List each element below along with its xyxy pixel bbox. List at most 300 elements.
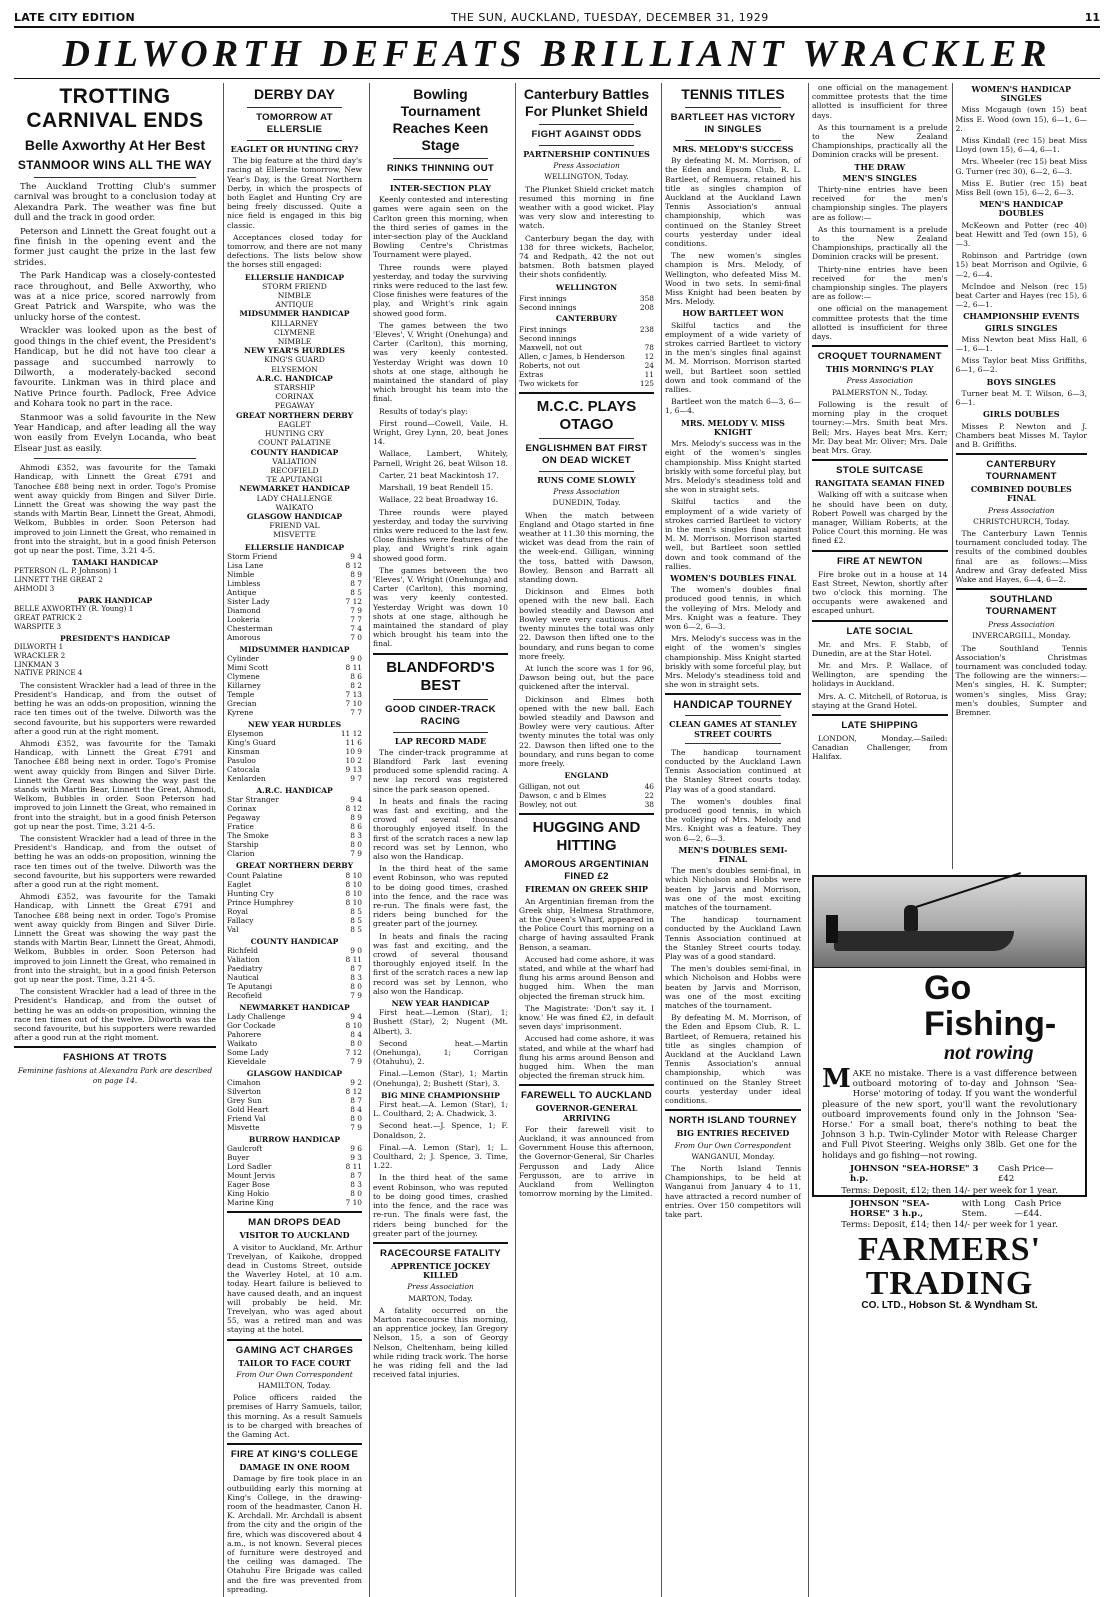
weight-row: Lord Sadler 8 11 <box>227 1162 362 1172</box>
weight-row: Kenlarden 9 7 <box>227 774 362 784</box>
column-trotting <box>14 83 219 1597</box>
weight-row: Valiation 8 11 <box>227 954 362 964</box>
weight-row: Pahorere 8 4 <box>227 1029 362 1039</box>
mcc-dateline: DUNEDIN, Today. <box>552 498 621 508</box>
page-number: 11 <box>1084 10 1100 24</box>
score-row: Second innings 208 <box>519 302 654 312</box>
advertisement <box>812 875 1087 1312</box>
bowling-paragraph: Three rounds were played yesterday, and today the surviving rinks were reduced to the last few. Close finishes were features of the play, and Wright's rink again showed good form. <box>373 507 508 563</box>
divider <box>665 693 801 695</box>
event-horse: NIMBLE <box>277 337 312 347</box>
blandford-paragraph: The cinder-track programme at Blandford Park last evening produced some splendid racing. A new lap record was registered since the park season opened. <box>373 747 508 794</box>
northisland-subhead: BIG ENTRIES RECEIVED <box>676 1128 790 1139</box>
right-paragraph: one official on the management committee protests that the time allotted is insufficient for three days. <box>812 304 948 342</box>
weight-row: Amorous 7 0 <box>227 632 362 642</box>
weight-row: Cylinder 9 0 <box>227 653 362 663</box>
trotting-subhead-2: STANMOOR WINS ALL THE WAY <box>17 158 213 172</box>
ad-address: CO. LTD., Hobson St. & Wyndham St. <box>861 1300 1038 1312</box>
tennis-section: HOW BARTLEET WON <box>682 308 784 319</box>
bowling-paragraph: The games between the two 'Eleves', V. Wright (Onehunga) and Carter (Carlton), this morning, was very keenly contested. Yesterday Wright was down 10 shots at one stage, although he maintained the standard of play which brought his team into the final. <box>373 320 508 404</box>
park-label: PARK HANDICAP <box>77 596 153 606</box>
divider <box>247 107 342 108</box>
event-horse: VALIATION <box>272 456 317 466</box>
result-line: Miss E. Butler (rec 15) beat Miss Bell (own 15), 6—2, 6—3. <box>955 178 1087 198</box>
trotting-body: The consistent Wrackler had a lead of three in the President's Handicap, and from the outset of betting he was an odds-on proposition, winning the race ten times out of the twelve. Dilworth was the second favourite, but his supporters were rewarded after a good run at the right moment. <box>14 680 216 736</box>
blandford-headline: BLANDFORD'S BEST <box>386 658 495 694</box>
president-label: PRESIDENT'S HANDICAP <box>59 634 171 644</box>
weights-table <box>227 946 362 1000</box>
weights-label: GREAT NORTHERN DERBY <box>236 861 353 871</box>
race-label: BIG MINE CHAMPIONSHIP <box>381 1090 500 1100</box>
hug-paragraph: Accused had come ashore, it was stated, and while at the wharf had flung his arms around Benson and hugged him. When the man objected the fireman struck him. <box>519 954 654 1001</box>
trotting-body: Ahmodi £352, was favourite for the Tamaki Handicap, with Linnett the Great £791 and Tanochee £88 being next in order. Togo's Promise went away quickly from Bingen and Silver Dirle. Linnett the Great was showing the way past the stands with Martin Bear, Linnett the Great, Ahmodi, Welkom, Bubbles in order. Soon Peterson had improved to join Linnett the Great, who remained in front into the straight, but in a good finish Peterson got up near the post. Time, 3.21 4-5. <box>14 738 216 831</box>
firenewton-headline: FIRE AT NEWTON <box>836 555 923 567</box>
result-line: Miss Newton beat Miss Hall, 6—1, 6—1. <box>955 334 1087 354</box>
weight-row: Pegaway 8 9 <box>227 813 362 823</box>
scoreboard <box>519 283 654 388</box>
result-line: AHMODI 3 <box>14 583 55 593</box>
weight-row: Catocala 9 13 <box>227 765 362 775</box>
weight-row: Mimi Scott 8 11 <box>227 662 362 672</box>
bowling-subhead: RINKS THINNING OUT <box>386 163 495 174</box>
mcc-subhead: ENGLISHMEN BAT FIRST ON DEAD WICKET <box>525 443 648 467</box>
weight-row: Waikato 8 0 <box>227 1038 362 1048</box>
mcc-paragraph: Dickinson and Elmes both opened with the new ball. Each bowled steadily and Dawson and Bowley were very cautious. After twenty minutes the total was only 22. Dawson then lifted one to the boundary, and runs began to come more freely. <box>519 694 654 768</box>
racecourse-dateline: MARTON, Today. <box>408 1293 473 1303</box>
cant-dateline: CHRISTCHURCH, Today. <box>973 516 1070 526</box>
result-line: Misses P. Newton and J. Chambers beat Misses M. Taylor and B. Griffiths. <box>955 421 1087 449</box>
result-line: PETERSON (L. P. Johnson) 1 <box>14 566 118 576</box>
canterbury-credit: Press Association <box>553 161 620 171</box>
tennis-paragraph: Skilful tactics and the employment of a wide variety of strokes carried Bartleet to victory in the men's singles final against M. M. Morrison. Morrison started well, but Bartleet soon settled down and took command of the rallies. <box>665 497 801 571</box>
event-horse: NIMBLE <box>277 291 312 301</box>
event-horse: FRIEND VAL <box>269 521 320 531</box>
bowling-result: Wallace, Lambert, Whitely, Parnell, Wright 26, beat Wilson 18. <box>373 449 508 468</box>
divider <box>227 1443 362 1445</box>
handicap-paragraph: The handicap tournament conducted by the Auckland Lawn Tennis Association continued at the Stanley Street courts today. Play was of a good standard. <box>665 747 801 794</box>
trotting-paragraph: The Park Handicap was a closely-contested race throughout, and Belle Axworthy, who was at a nice price, scored narrowly from Great Patrick and Warspite, who was the unlucky horse of the contest. <box>14 271 216 323</box>
fire-subhead: DAMAGE IN ONE ROOM <box>239 1462 350 1473</box>
divider <box>539 145 634 146</box>
ad-copy <box>822 1064 1077 1160</box>
boat-illustration <box>814 877 1085 968</box>
weight-row: Paediatry 8 7 <box>227 963 362 973</box>
masthead <box>14 10 1100 28</box>
event-horse: PEGAWAY <box>274 401 315 411</box>
fashions-headline: FASHIONS AT TROTS <box>63 1052 167 1064</box>
result-line: Turner beat M. T. Wilson, 6—3, 6—1. <box>955 388 1087 408</box>
gaming-dateline: HAMILTON, Today. <box>258 1381 331 1390</box>
croquet-headline: CROQUET TOURNAMENT <box>817 351 942 363</box>
column-cricket <box>515 83 657 1597</box>
weight-row: The Smoke 8 3 <box>227 831 362 841</box>
men-doubles-headline: MEN'S HANDICAP DOUBLES <box>979 199 1064 219</box>
derby-paragraph: The big feature at the third day's racing at Ellerslie tomorrow, New Year's Day, is the Great Northern Derby, in which the prospects of both Eaglet and Hunting Cry are being freely discussed. Quite a nice field is engaged in this big classic. <box>227 156 362 230</box>
weight-row: Buyer 9 3 <box>227 1153 362 1163</box>
divider <box>539 124 634 125</box>
northisland-dateline: WANGANUI, Monday. <box>691 1151 775 1161</box>
canterbury-headline: Canterbury Battles For Plunket Shield <box>523 86 650 119</box>
weight-row: Gor Cockade 8 10 <box>227 1020 362 1030</box>
tennis-section: MEN'S DOUBLES SEMI-FINAL <box>678 844 788 865</box>
result-line: McKeown and Potter (rec 40) beat Hewitt and Ted (own 15), 6—3. <box>955 220 1087 249</box>
south-headline: SOUTHLAND TOURNAMENT <box>985 594 1057 618</box>
divider <box>519 813 654 815</box>
right-col-a <box>812 83 948 869</box>
right-col-b <box>952 83 1088 869</box>
hug-headline: HUGGING AND HITTING <box>532 819 641 855</box>
weight-row: Lady Challenge 9 4 <box>227 1011 362 1021</box>
result-line: WARSPITE 3 <box>14 621 62 631</box>
mandrops-paragraph: A visitor to Auckland, Mr. Arthur Trevelyan, of Kaikohe, dropped dead in Customs Street, outside the Waverley Hotel, at 10 a.m. today. Heart failure is believed to have caused death, and an inquest will probably be held. Mr. Trevelyan, who was aged about 55, was a retired man and was staying at the hotel. <box>227 1242 362 1335</box>
score-row: First innings 358 <box>519 293 654 303</box>
weights-table <box>227 1078 362 1132</box>
canterbury-subhead-2: PARTNERSHIP CONTINUES <box>523 149 650 159</box>
weight-row: Val 8 5 <box>227 924 362 934</box>
weight-row: Temple 7 13 <box>227 689 362 699</box>
weight-row: Pasuloo 10 2 <box>227 756 362 766</box>
weights-table <box>227 654 362 717</box>
gaming-subhead: TAILOR TO FACE COURT <box>238 1357 351 1368</box>
handicap-headline: HANDICAP TOURNEY <box>673 699 793 712</box>
cant-credit: Press Association <box>987 505 1055 515</box>
weight-row: Corinax 8 12 <box>227 804 362 814</box>
cant-subhead: COMBINED DOUBLES FINAL <box>970 484 1072 504</box>
price-terms: Terms: Deposit, £14; then 14/- per week for 1 year. <box>841 1219 1058 1230</box>
blandford-subhead-2: LAP RECORD MADE <box>394 735 487 746</box>
race-result: Second heat.—J. Spence, 1; F. Donaldson, 2. <box>373 1121 508 1140</box>
price-name: JOHNSON "SEA-HORSE" 3 h.p., <box>850 1198 930 1220</box>
social-paragraph: Mrs. A. C. Mitchell, of Rotorua, is staying at the Grand Hotel. <box>812 691 948 710</box>
weight-row: Killarney 8 2 <box>227 680 362 690</box>
trotting-body: Ahmodi £352, was favourite for the Tamaki Handicap, with Linnett the Great £791 and Tanochee £88 being next in order. Togo's Promise went away quickly from Bingen and Silver Dirle. Linnett the Great was showing the way past the stands with Martin Bear, Linnett the Great, Ahmodi, Welkom, Bubbles in order. Soon Peterson had improved to join Linnett the Great, who remained in front into the straight, but in a good finish Peterson got up near the post. Time, 3.21 4-5. <box>14 892 216 985</box>
result-line: McIndoe and Nelson (rec 15) beat Carter and Hayes (rec 15), 6—2, 6—1. <box>955 281 1087 310</box>
trotting-headline: TROTTING CARNIVAL ENDS <box>26 85 204 132</box>
shipping-paragraph: LONDON, Monday.—Sailed: Canadian Challenger, from Halifax. <box>812 733 948 762</box>
event-label: COUNTY HANDICAP <box>250 447 339 457</box>
weight-row: Grecian 7 10 <box>227 698 362 708</box>
event-label: GLASGOW HANDICAP <box>246 511 343 521</box>
divider <box>812 620 948 622</box>
divider <box>685 107 781 108</box>
social-paragraph: Mr. and Mrs. P. Wallace, of Wellington, are spending the holidays in Auckland. <box>812 660 948 689</box>
weight-row: Grey Sun 8 7 <box>227 1096 362 1106</box>
racecourse-credit: Press Association <box>407 1282 474 1292</box>
right-paragraph: As this tournament is a prelude to the New Zealand Championships, practically all the Dominion cracks will be present. <box>812 122 948 160</box>
trotting-paragraph: Wrackler was looked upon as the best of good things in the chief event, the President's Handicap, but he did not have too clear a passage and succumbed narrowly to Dilworth, a moderately-backed second favourite. Linkman was in third place and Native Prince fourth. Padlock, Free Advice and Kohara took no part in the race. <box>14 326 216 410</box>
blandford-paragraph: In heats and finals the racing was fast and exciting, and the crowd of several thousand thoroughly enjoyed itself. In the first of the scratch races a new lap record was set by Lennon, who also won the Handicap. <box>373 931 508 996</box>
weight-row: Eaglet 8 10 <box>227 879 362 889</box>
canterbury-dateline: WELLINGTON, Today. <box>544 172 629 182</box>
race-result: Final.—Lemon (Star), 1; Martin (Onehunga), 2; Bushett (Star), 3. <box>373 1069 508 1088</box>
mcc-paragraph: At lunch the score was 1 for 96, Dawson being out, but the pace quickened after the interval. <box>519 663 654 692</box>
weight-row: Star Stranger 9 4 <box>227 795 362 805</box>
event-horse: EAGLET <box>278 419 311 429</box>
championship-headline: CHAMPIONSHIP EVENTS <box>963 311 1080 322</box>
weight-row: Sister Lady 7 12 <box>227 596 362 606</box>
weight-row: Friend Val 8 0 <box>227 1114 362 1124</box>
bowling-result: First round—Cowell, Vaile, H. Wright, Grey Lynn, 20, beat Jones 14. <box>373 418 508 447</box>
derby-paragraph: Acceptances closed today for tomorrow, and there are not many defections. The lists below show the horses still engaged: <box>227 232 362 270</box>
weights-label: NEW YEAR HURDLES <box>247 719 342 729</box>
farewell-paragraph: For their farewell visit to Auckland, it was announced from Government House this afternoon, the Governor-General, Sir Charles Fergusson and Lady Alice Fergusson, are to arrive in Auckland from Wellington tomorrow morning by the Limited. <box>519 1124 654 1199</box>
weight-row: Prince Humphrey 8 10 <box>227 897 362 907</box>
canterbury-paragraph: Canterbury began the day, with 138 for three wickets, Bachelor, 74 and Redpath, 42 the not out batsmen. Both batsmen played their shots confidently. <box>519 233 654 280</box>
event-horse: CLYMENE <box>274 327 315 337</box>
result-line: Miss Kindall (rec 15) beat Miss Lloyd (own 15), 6—4, 6—1. <box>955 136 1087 155</box>
tennis-paragraph: The men's doubles semi-final, in which Nicholson and Hobbs were beaten by Jarvis and Morrison, was one of the most exciting matches of the tournament. <box>665 866 801 913</box>
gaming-credit: From Our Own Correspondent <box>236 1369 353 1379</box>
racecourse-headline: RACECOURSE FATALITY <box>379 1247 501 1259</box>
weights-label: NEWMARKET HANDICAP <box>239 1002 350 1012</box>
race-result: First heat.—A. Lemon (Star), 1; L. Coulthard, 2; A. Chadwick, 3. <box>373 1100 508 1119</box>
event-label: ELLERSLIE HANDICAP <box>244 272 345 282</box>
hug-paragraph: Accused had come ashore, it was stated, and while at the wharf had flung his arms around Benson and hugged him. When the man objected the fireman struck him. <box>519 1034 654 1081</box>
divider <box>373 1242 508 1244</box>
right-paragraph: Thirty-nine entries have been received for the men's championship singles. The players are as follow:— <box>812 264 948 302</box>
weight-row: Antique 8 5 <box>227 587 362 597</box>
draw-headline: THE DRAW <box>854 161 906 172</box>
mcc-paragraph: Dickinson and Elmes both opened with the new ball. Each bowled steadily and Dawson and Bowley were very cautious. After twenty minutes the total was only 22. Dawson then lifted one to the boundary, and runs began to come more freely. <box>519 587 654 661</box>
fishing-rod-icon <box>916 872 1021 907</box>
score-team: CANTERBURY <box>555 313 618 323</box>
weights-label: BURROW HANDICAP <box>248 1135 341 1145</box>
weight-row: Lookeria 7 7 <box>227 614 362 624</box>
south-paragraph: The Southland Tennis Association's Christmas tournament was concluded today. The following are the winners:—Men's singles, H. K. Sumpter; women's singles, Miss Gray; men's doubles, Sumpter and Bremner. <box>955 643 1087 717</box>
weight-row: Elysemon 11 12 <box>227 729 362 739</box>
divider <box>956 588 1088 590</box>
weight-row: Starship 8 0 <box>227 840 362 850</box>
edition-label: LATE CITY EDITION <box>14 10 135 24</box>
divider <box>393 179 488 180</box>
weight-row: Marine King 7 10 <box>227 1198 362 1208</box>
hug-paragraph: An Argentinian fireman from the Greek ship, Helmesa Strathmore, at the Queen's Wharf, appeared in the Police Court this morning on a charge of having assaulted Frank Benson, a seaman. <box>519 896 654 952</box>
event-horse: STARSHIP <box>274 383 315 393</box>
score-team: ENGLAND <box>564 771 609 781</box>
score-row: Second innings <box>519 334 577 344</box>
northisland-paragraph: The North Island Tennis Championships, to be held at Wanganui from January 4 to 11, have attracted a record number of entries. Over 150 competitors will take part. <box>665 1163 801 1219</box>
divider <box>14 1046 216 1048</box>
weight-row: Gold Heart 8 4 <box>227 1105 362 1115</box>
weights-table <box>227 795 362 858</box>
bowling-headline: Bowling Tournament Reaches Keen Stage <box>392 86 489 153</box>
weight-row: Kyrene 7 7 <box>227 707 362 717</box>
south-credit: Press Association <box>987 620 1055 630</box>
result-line: DILWORTH 1 <box>14 642 64 652</box>
ad-body: AKE no mistake. There is a vast difference between outboard motoring of to-day and Johnson 'Sea-Horse' motoring of today. If you want the wonderful pleasure of the new sport, you'll want the revolutionary outboard improvements found only in the Johnson 'Sea-Horse.' For a small boat, there's nothing to beat the Johnson 3 h.p. Twin-Cylinder Motor with Release Charger and Full Pivot Steering. Weighs only 38lb. Get one for the holidays and go fishing—not rowing. <box>822 1068 1077 1160</box>
event-horse: RECOFIELD <box>270 465 319 475</box>
price-value: Cash Price—£42 <box>997 1163 1054 1185</box>
score-row: Two wickets for 125 <box>519 379 654 389</box>
weight-row: Te Aputangi 8 0 <box>227 981 362 991</box>
derby-subhead-2: EAGLET OR HUNTING CRY? <box>230 144 359 154</box>
weight-row: Recofield 7 9 <box>227 990 362 1000</box>
weight-row: Richfeld 9 0 <box>227 945 362 955</box>
social-paragraph: Mr. and Mrs. F. Stabb, of Dunedin, are at the Star Hotel. <box>812 639 948 658</box>
hug-paragraph: The Magistrate: 'Don't say it. I know.' He was fined £2, in default seven days' imprisonment. <box>519 1003 654 1032</box>
divider <box>812 345 948 347</box>
weight-row: Eager Bose 8 3 <box>227 1180 362 1190</box>
trotting-body: The consistent Wrackler had a lead of three in the President's Handicap, and from the outset of betting he was an odds-on proposition, winning the race ten times out of the twelve. Dilworth was the second favourite, but his supporters were rewarded after a good run at the right moment. <box>14 833 216 889</box>
divider <box>812 714 948 716</box>
race-result: First heat.—Lemon (Star), 1; Bushett (Star), 2; Nugent (Mt. Albert), 3. <box>373 1008 508 1036</box>
price-line-2 <box>850 1199 1069 1220</box>
right-split <box>812 83 1087 869</box>
event-horse: TE APUTANGI <box>266 475 323 485</box>
weights-table <box>227 729 362 783</box>
score-row: Gilligan, not out 46 <box>519 782 654 792</box>
score-row: Roberts, not out 24 <box>519 361 654 371</box>
girls-headline: GIRLS SINGLES <box>984 322 1058 333</box>
weight-row: Mount Jervis 8 7 <box>227 1171 362 1181</box>
weight-row: Count Palatine 8 10 <box>227 870 362 880</box>
cant-paragraph: The Canterbury Lawn Tennis tournament concluded today. The results of the combined doubles final are as follows:—Miss Andrew and Gray defeated Miss Wake and Hayes, 6—4, 6—2. <box>955 528 1087 584</box>
tamaki-results <box>14 567 216 593</box>
croquet-credit: Press Association <box>846 376 914 386</box>
tennis-paragraph: Mrs. Melody's success was in the eight of the women's singles championship. Miss Knight started briskly with some forceful play, but Mrs. Melody's steadiness told and she won in straight sets. <box>665 439 801 495</box>
bowling-paragraph: Keenly contested and interesting games were again seen on the Carlton green this morning, when the third series of games in the inter-section play of the Auckland Bowling Centre's Christmas Tournament were played. <box>373 195 508 260</box>
weight-row: Misvette 7 9 <box>227 1123 362 1133</box>
weight-row: Chesterman 7 4 <box>227 623 362 633</box>
event-horse: ANTIQUE <box>275 300 314 310</box>
shipping-headline: LATE SHIPPING <box>841 719 919 731</box>
draw-paragraph: Thirty-nine entries have been received for the men's championship singles. The players are as follow:— <box>812 185 948 222</box>
canterbury-paragraph: The Plunket Shield cricket match resumed this morning in fine weather with a good wicket. Play was very slow and interesting to watch. <box>519 184 654 231</box>
score-row: Bowley, not out 38 <box>519 800 654 810</box>
handicap-paragraph: The women's doubles final produced good tennis, in which the volleying of Mrs. Melody and Mrs. Knight was a feature. They won 6—2, 6—3. <box>665 796 801 843</box>
bowling-results-label: Results of today's play: <box>379 406 468 416</box>
result-line: LINKMAN 3 <box>14 659 59 669</box>
stole-subhead: RANGITATA SEAMAN FINED <box>814 478 945 489</box>
mcc-paragraph: When the match between England and Otago started in fine weather at 11.30 this morning, the wicket was dead from the rain of the week-end. Gilligan, winning the toss, batted with Dawson, Bowley, Benson and Barratt all standing down. <box>519 510 654 585</box>
croquet-paragraph: Following is the result of morning play in the croquet tourney:—Mrs. Smith beat Mrs. Bell; Mrs. Hayes beat Mrs. Kerr; Mr. Day beat Mr. Oliver; Mrs. Dale beat Mrs. Gray. <box>812 399 948 455</box>
result-line: BELLE AXWORTHY (R. Young) 1 <box>14 604 134 614</box>
event-label: NEWMARKET HANDICAP <box>239 484 350 494</box>
blandford-paragraph: In the third heat of the same event Robinson, who was reputed to be doing good times, crashed into the fence, and the race was re-run. The finals were fast, the riders being bunched for the greater part of the journey. <box>373 864 508 929</box>
social-headline: LATE SOCIAL <box>846 625 914 637</box>
divider <box>539 471 634 472</box>
fire-paragraph: Damage by fire took place in an outbuilding early this morning at King's College, in the drawing-room of the headmaster, Canon H. K. Archdall. Mr. Archdall is absent from the city and the origin of the fire, which was discovered about 4 a.m., is not known. Several pieces of furniture were destroyed and the ceiling was damaged. The Otahuhu Fire Brigade was called and the fire was prevented from spreading. <box>227 1474 362 1594</box>
price-name: JOHNSON "SEA-HORSE" 3 h.p. <box>850 1163 979 1185</box>
trotting-paragraph: Stanmoor was a solid favourite in the New Year Handicap, and after leading all the way won easily from Evelyn Locanda, who beat Elsear just as easily. <box>14 412 216 454</box>
weight-row: Cimahon 9 2 <box>227 1078 362 1088</box>
weights-table <box>227 552 362 642</box>
divider <box>685 715 781 716</box>
weights-table <box>227 871 362 934</box>
result-line: Miss Taylor beat Miss Griffiths, 6—1, 6—2. <box>955 356 1087 375</box>
weight-row: Silverton 8 12 <box>227 1087 362 1097</box>
event-horse: HUNTING CRY <box>264 429 325 439</box>
divider <box>373 653 508 655</box>
tennis-subhead-2: MRS. MELODY'S SUCCESS <box>672 144 794 154</box>
trotting-paragraph: Peterson and Linnett the Great fought out a fine finish in the opening event and the former just caught the prize in the last few strides. <box>14 226 216 268</box>
boat-icon <box>834 931 1014 951</box>
gaming-headline: GAMING ACT CHARGES <box>235 1344 354 1356</box>
right-paragraph: one official on the management committee protests that the time allotted is insufficient for three days. <box>812 83 948 120</box>
stole-headline: STOLE SUITCASE <box>836 465 924 477</box>
weight-row: Hunting Cry 8 10 <box>227 888 362 898</box>
tamaki-label: TAMAKI HANDICAP <box>71 558 158 568</box>
event-horse: KING'S GUARD <box>264 355 325 365</box>
tennis-paragraph: The handicap tournament conducted by the Auckland Lawn Tennis Association continued at the Stanley Street courts today. Play was of a good standard. <box>665 915 801 962</box>
bowling-paragraph: Three rounds were played yesterday, and today the surviving rinks were reduced to the last few. Close finishes were features of the play, and Wright's rink again showed good form. <box>373 262 508 318</box>
result-line: Robinson and Partridge (own 15) beat Morrison and Ogilvie, 6—2, 6—4. <box>955 251 1087 279</box>
farewell-headline: FAREWELL TO AUCKLAND <box>520 1090 653 1102</box>
result-line: WRACKLER 2 <box>14 650 66 660</box>
price-line-1 <box>850 1164 1069 1185</box>
divider <box>685 140 781 141</box>
result-line: GREAT PATRICK 2 <box>14 612 83 622</box>
divider <box>247 140 342 141</box>
fisherman-icon <box>904 905 918 931</box>
cant-headline: CANTERBURY TOURNAMENT <box>985 459 1057 483</box>
boys-headline: BOYS SINGLES <box>986 376 1056 387</box>
weight-row: Clarion 7 9 <box>227 849 362 859</box>
weights-label: COUNTY HANDICAP <box>250 936 339 946</box>
firenewton-paragraph: Fire broke out in a house at 14 East Street, Newton, shortly after two o'clock this morning. The occupants were awakened and escaped unhurt. <box>812 569 948 616</box>
handicap-subhead: CLEAN GAMES AT STANLEY STREET COURTS <box>669 719 797 739</box>
divider <box>956 453 1088 455</box>
column-derby <box>223 83 365 1597</box>
tennis-paragraph: Skilful tactics and the employment of a wide variety of strokes carried Bartleet to victory in the men's singles final against M. M. Morrison. Morrison started well, but Bartleet soon settled down and took command of the rallies. <box>665 320 801 395</box>
banner-headline: DILWORTH DEFEATS BRILLIANT WRACKLER <box>14 32 1100 79</box>
divider <box>519 392 654 394</box>
event-horse: LADY CHALLENGE <box>256 493 333 503</box>
bowling-paragraph: The games between the two 'Eleves', V. Wright (Onehunga) and Carter (Carlton), this morning, was very keenly contested. Yesterday Wright was down 10 shots at one stage, although he maintained the standard of play which brought his team into the final. <box>373 565 508 649</box>
event-horse: CORINAX <box>275 392 314 402</box>
weight-row: Royal 8 5 <box>227 906 362 916</box>
bowling-subhead-2: INTER-SECTION PLAY <box>389 183 492 193</box>
divider <box>34 458 196 459</box>
mcc-scoreboard <box>519 771 654 809</box>
weight-row: Clymene 8 6 <box>227 671 362 681</box>
trotting-body: Ahmodi £352, was favourite for the Tamaki Handicap, with Linnett the Great £791 and Tanochee £88 being next in order. Togo's Promise went away quickly from Bingen and Silver Dirle. Linnett the Great was showing the way past the stands with Martin Bear, Linnett the Great, Ahmodi, Welkom, Bubbles in order. Soon Peterson had improved to join Linnett the Great, who remained in front into the straight, but in a good finish Peterson got up near the post. Time, 3.21 4-5. <box>14 463 216 555</box>
result-line: LINNETT THE GREAT 2 <box>14 574 103 584</box>
gaming-paragraph: Police officers raided the premises of Harry Samuels, tailor, this morning. As a result Samuels is to be charged with breaches of the Gaming Act. <box>227 1393 362 1440</box>
racecourse-subhead: APPRENTICE JOCKEY KILLED <box>390 1260 491 1281</box>
tennis-headline: TENNIS TITLES <box>681 86 785 102</box>
score-row: Allen, c James, b Henderson 12 <box>519 352 654 362</box>
event-horse: ELYSEMON <box>271 364 318 374</box>
croquet-subhead: THIS MORNING'S PLAY <box>825 364 934 375</box>
blandford-paragraph: In heats and finals the racing was fast and exciting, and the crowd of several thousand thoroughly enjoyed itself. In the first of the scratch races a new lap record was set by Lennon, who also won the Handicap. <box>373 796 508 861</box>
column-tennis <box>661 83 804 1597</box>
divider <box>812 550 948 552</box>
weight-row: Limbless 8 7 <box>227 578 362 588</box>
weight-row: Some Lady 7 12 <box>227 1047 362 1057</box>
croquet-dateline: PALMERSTON N., Today. <box>831 387 928 397</box>
score-row: Maxwell, not out 78 <box>519 343 654 353</box>
weights-table <box>227 1144 362 1207</box>
column-right <box>808 83 1090 1597</box>
mandrops-headline: MAN DROPS DEAD <box>248 1217 341 1229</box>
weight-row: Fratice 8 6 <box>227 822 362 832</box>
draw-subhead: MEN'S SINGLES <box>842 172 917 183</box>
tennis-paragraph: Bartleet won the match 6—3, 6—1, 6—4. <box>665 397 801 416</box>
divider <box>812 459 948 461</box>
weight-row: Kinsman 10 9 <box>227 747 362 757</box>
price-value: Cash Price—£44. <box>1014 1198 1062 1220</box>
ad-headline: Go Fishing- <box>924 969 1057 1043</box>
weight-row: Nautical 8 3 <box>227 972 362 982</box>
president-results <box>14 643 216 677</box>
divider <box>685 743 781 744</box>
result-line: Mrs. Wheeler (rec 15) beat Miss G. Turner (rec 30), 6—2, 6—3. <box>955 157 1087 176</box>
weight-row: King Hokio 8 0 <box>227 1189 362 1199</box>
weights-label: GLASGOW HANDICAP <box>246 1068 343 1078</box>
score-team: WELLINGTON <box>555 282 618 292</box>
ad-tagline: not rowing <box>944 1042 1034 1064</box>
